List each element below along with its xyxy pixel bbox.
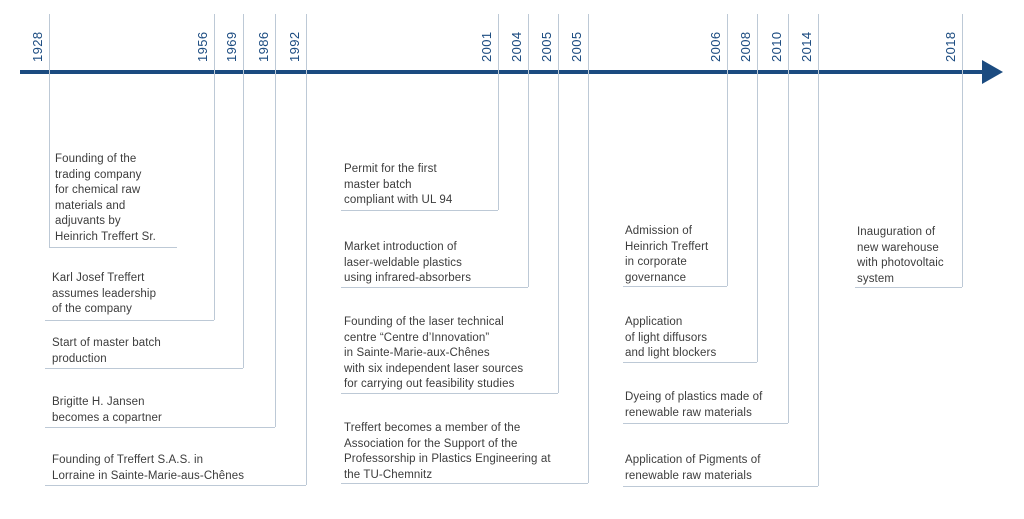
event-description — [52, 271, 156, 318]
event-underline — [623, 486, 818, 487]
event-description — [344, 240, 471, 287]
event-description — [52, 395, 162, 426]
year-tick-line — [588, 14, 589, 483]
event-description-line: assumes leadership — [52, 287, 157, 300]
year-label: 2001 — [479, 31, 494, 62]
event-description-line: of the company — [52, 303, 133, 315]
event-description-line: Association for the Support of the — [344, 437, 518, 450]
event-description-line: Heinrich Treffert — [625, 240, 709, 253]
year-tick-line — [275, 14, 276, 427]
year-tick-line — [818, 14, 819, 486]
year-tick-line — [306, 14, 307, 485]
event-description-line: Inauguration of — [857, 226, 936, 238]
year-label: 2008 — [738, 31, 753, 62]
year-label: 1992 — [287, 31, 302, 62]
year-tick-line — [498, 14, 499, 210]
axis-arrowhead-icon — [982, 60, 1003, 84]
event-description-line: centre “Centre d’Innovation” — [344, 331, 490, 344]
event-underline — [623, 362, 757, 363]
year-label: 1928 — [30, 31, 45, 62]
event-description — [344, 315, 523, 393]
event-description-line: Lorraine in Sainte-Marie-aus-Chênes — [52, 469, 245, 482]
event-underline — [341, 287, 528, 288]
year-label: 2004 — [509, 31, 524, 62]
event-description-line: using infrared-absorbers — [344, 272, 472, 284]
event-description — [52, 336, 161, 367]
event-description-line: Admission of — [625, 225, 693, 237]
event-description — [857, 225, 944, 287]
year-tick-line — [214, 14, 215, 320]
event-description-line: Application of Pigments of — [625, 454, 761, 466]
event-description-line: new warehouse — [857, 241, 939, 254]
event-description-line: in corporate — [625, 256, 687, 268]
event-description — [52, 453, 244, 484]
event-description-line: Permit for the first — [344, 163, 437, 175]
event-description-line: Start of master batch — [52, 337, 161, 349]
event-description-line: Professorship in Plastics Engineering at — [344, 453, 551, 465]
year-tick-line — [757, 14, 758, 362]
event-description-line: governance — [625, 271, 687, 284]
event-underline — [45, 427, 275, 428]
event-description-line: Heinrich Treffert Sr. — [55, 230, 156, 243]
event-description — [55, 152, 156, 245]
event-description-line: system — [857, 272, 895, 285]
event-description-line: renewable raw materials — [625, 406, 752, 419]
event-description-line: production — [52, 352, 107, 365]
event-underline — [623, 423, 788, 424]
event-description — [625, 224, 708, 286]
event-underline — [341, 483, 588, 484]
event-description-line: renewable raw materials — [625, 469, 752, 482]
event-description-line: with photovoltaic — [857, 257, 944, 269]
event-description-line: Treffert becomes a member of the — [344, 422, 521, 434]
event-underline — [45, 485, 306, 486]
year-label: 1969 — [224, 31, 239, 62]
event-description-line: compliant with UL 94 — [344, 194, 453, 206]
event-description-line: for chemical raw — [55, 184, 141, 196]
event-description-line: and light blockers — [625, 347, 717, 359]
event-underline — [341, 393, 558, 394]
event-description-line: trading company — [55, 168, 142, 181]
event-description — [625, 315, 716, 362]
event-description — [344, 162, 452, 209]
event-description-line: Application — [625, 316, 683, 328]
year-tick-line — [962, 14, 963, 287]
year-tick-line — [788, 14, 789, 423]
event-description-line: adjuvants by — [55, 215, 121, 227]
year-tick-line — [528, 14, 529, 287]
event-description — [625, 453, 761, 484]
year-tick-line — [243, 14, 244, 368]
year-label: 2018 — [943, 31, 958, 62]
timeline-axis — [20, 70, 983, 74]
year-tick-line — [558, 14, 559, 393]
event-description-line: Karl Josef Treffert — [52, 272, 145, 284]
event-description-line: becomes a copartner — [52, 411, 162, 424]
event-underline — [45, 368, 243, 369]
year-label: 2006 — [708, 31, 723, 62]
year-label: 2005 — [539, 31, 554, 62]
event-description-line: in Sainte-Marie-aux-Chênes — [344, 347, 490, 359]
event-underline — [45, 320, 214, 321]
event-description — [344, 421, 551, 483]
event-description-line: laser-weldable plastics — [344, 256, 462, 269]
event-description-line: materials and — [55, 199, 126, 212]
event-underline — [341, 210, 498, 211]
event-description-line: Market introduction of — [344, 241, 457, 253]
event-description-line: Brigitte H. Jansen — [52, 396, 145, 408]
event-description-line: with six independent laser sources — [344, 362, 524, 375]
year-label: 2010 — [769, 31, 784, 62]
event-description — [625, 390, 762, 421]
event-description-line: for carrying out feasibility studies — [344, 378, 515, 390]
event-underline — [49, 247, 177, 248]
year-label: 2005 — [569, 31, 584, 62]
event-underline — [623, 286, 727, 287]
event-description-line: Founding of the laser technical — [344, 316, 504, 328]
event-description-line: master batch — [344, 178, 412, 191]
year-label: 2014 — [799, 31, 814, 62]
year-tick-line — [727, 14, 728, 286]
year-tick-line — [49, 14, 50, 247]
year-label: 1986 — [256, 31, 271, 62]
event-description-line: the TU-Chemnitz — [344, 468, 433, 481]
event-description-line: Dyeing of plastics made of — [625, 391, 763, 403]
event-description-line: Founding of Treffert S.A.S. in — [52, 454, 204, 466]
year-label: 1956 — [195, 31, 210, 62]
event-description-line: Founding of the — [55, 153, 137, 165]
event-underline — [855, 287, 962, 288]
event-description-line: of light diffusors — [625, 331, 708, 344]
